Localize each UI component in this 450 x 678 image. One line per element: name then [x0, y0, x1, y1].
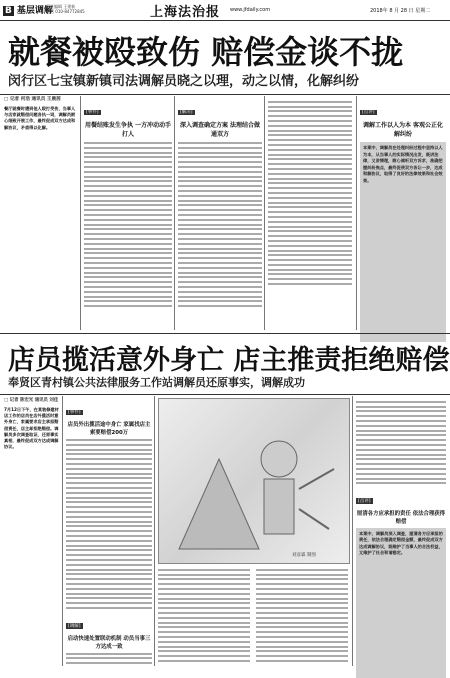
story1-lead: 餐厅就餐时遭到他人殴打受伤，当事人与店家就赔偿问题各执一词，调解员耐心细致开展工作，最终促成双方达成和解协议，矛盾得以化解。 [4, 106, 76, 130]
story1-comment [360, 98, 446, 342]
s2-right-tag: [点评] [358, 499, 371, 505]
s2-col1b-body [66, 653, 152, 665]
col2-head: 深入调查确定方案 法理结合做通双方 [179, 122, 261, 138]
issue-date: 2018年 8 月 28 日 星期二 [370, 8, 431, 14]
col4-body: 本案中，调解员在处理纠纷过程中坚持以人为本，从当事人的实际情况出发，既讲法律，又讲情理，耐心倾听双方诉求，准确把握纠纷焦点，最终促使双方各让一步，达成和解协议，取得了良好的法律效果和社会效果。 [363, 145, 443, 183]
col4-head: 调解工作以人为本 客观公正化解纠纷 [362, 122, 444, 138]
story2-col2 [158, 566, 250, 665]
story2-byline: □ 记者 陈宏光 通讯员 刘佳 [4, 398, 59, 403]
editor-name: 责任编辑 王建新 [46, 4, 76, 9]
logo-mark: B [5, 6, 12, 16]
rule-top [0, 94, 450, 95]
editor-info [46, 4, 85, 14]
s2-col1b-tag: [调解] [68, 623, 81, 629]
col1-tag: [事件] [86, 110, 99, 115]
editor-phone: 电话 010-84772845 [46, 9, 85, 14]
divider [264, 96, 265, 330]
story1-subhead: 闵行区七宝镇新镇司法调解员晓之以理，动之以情，化解纠纷 [8, 74, 360, 89]
illustration [158, 398, 350, 564]
col1-body [84, 142, 172, 307]
story2-headline: 店员揽活意外身亡 店主推责拒绝赔偿 [8, 345, 450, 376]
divider [62, 396, 63, 666]
s2-col1-body [66, 439, 152, 609]
rule-story2 [0, 394, 450, 395]
col2-body [178, 142, 262, 307]
s2-col1b-head: 启动快速处置联动机制 动员当事三方达成一致 [67, 635, 151, 650]
story1-headline: 就餐被殴致伤 赔偿金谈不拢 [8, 33, 404, 71]
col4-box [360, 142, 446, 342]
col4-tag: [点评] [362, 110, 375, 115]
story2-right-col [356, 398, 446, 678]
story1-col3 [268, 98, 352, 288]
story2-sidebar [4, 397, 60, 607]
divider [356, 96, 357, 330]
story1-col1 [84, 98, 172, 310]
divider [352, 396, 353, 666]
divider [154, 396, 155, 666]
s2-right-head: 厘清各方应承担的责任 依法合理获得赔偿 [356, 511, 446, 526]
divider [80, 96, 81, 330]
s2-right-box [356, 528, 446, 678]
story1-sidebar [4, 96, 78, 284]
story2-col3 [256, 566, 348, 665]
section-name: 基层调解 [16, 6, 53, 16]
story2-subhead: 奉贤区青村镇公共法律服务工作站调解员还原事实，调解成功 [8, 376, 305, 389]
col1-head: 用餐结账发生争执 一方冲动动手打人 [84, 122, 172, 138]
divider [174, 96, 175, 330]
paper-url: www.jfdaily.com [230, 7, 271, 13]
col2-tag: [解决] [180, 110, 193, 115]
paper-name: 上海法治报 [150, 5, 221, 20]
s2-col1-tag: [事件] [68, 410, 81, 415]
story1-col2 [178, 98, 262, 310]
s2-col1-head: 店员外出揽活途中身亡 家属找店主索要赔偿200万 [67, 422, 151, 436]
photo-caption: 刘彦霖 制图 [292, 553, 316, 558]
story2-col1 [66, 398, 152, 667]
story2-lead: 7月12日下午，在某装修建材店工作的店员在店外揽活时意外身亡，家属要求店主承担赔偿责任，店主却拒绝赔偿。调解员多次调查取证，还原事实真相，最终促成双方达成调解协议。 [4, 407, 59, 450]
rule-middle [0, 333, 450, 334]
s2-right-body: 本案中，调解员深入调查，厘清各方应承担的责任，依法合理确定赔偿金额，最终促成双方达成调解协议，既维护了当事人的合法权益，又维护了社会和谐稳定。 [359, 531, 443, 556]
illustration-drawing [159, 399, 349, 563]
story1-byline: □ 记者 何浩 通讯员 王晨茜 [4, 97, 61, 102]
